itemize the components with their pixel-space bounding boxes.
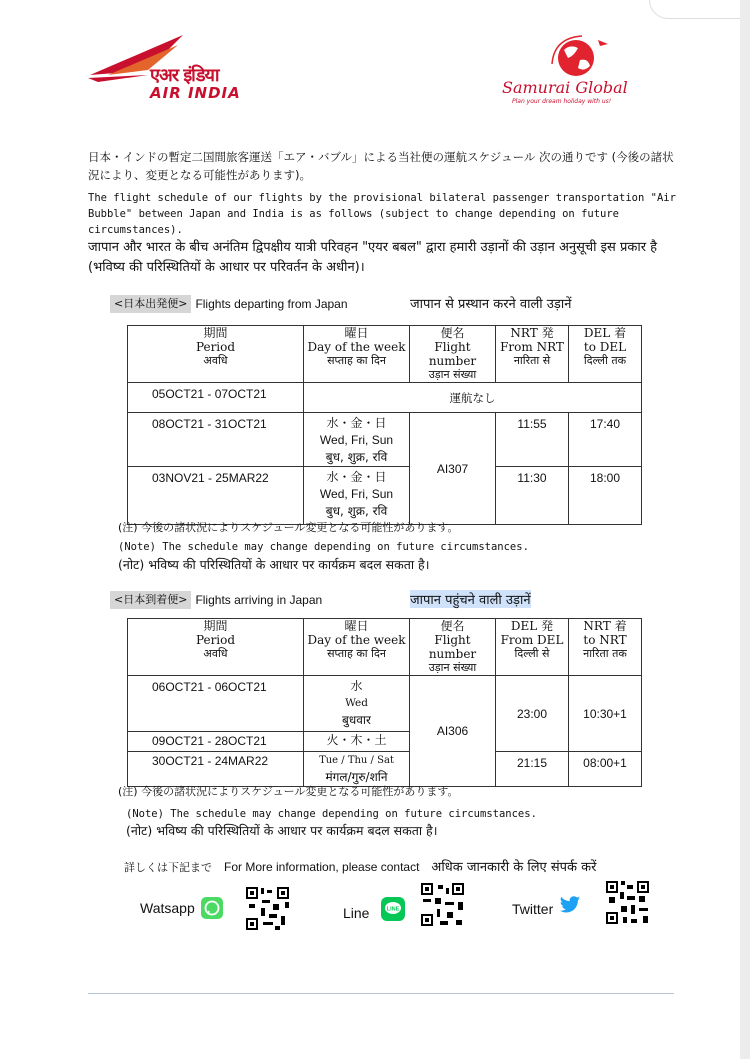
row-days: Tue / Thu / Sat मंगल/गुरु/शनि xyxy=(304,752,410,787)
whatsapp-qr-code[interactable] xyxy=(245,886,290,931)
row-days: 火・木・土 xyxy=(304,732,410,752)
departure-time: 11:55 xyxy=(496,413,569,467)
whatsapp-icon[interactable] xyxy=(201,897,223,919)
row-days: 水 Wed बुधवार xyxy=(304,676,410,732)
svg-text:LINE: LINE xyxy=(387,906,400,913)
twitter-label: Twitter xyxy=(512,901,554,917)
row-period: 03NOV21 - 25MAR22 xyxy=(128,467,304,525)
table-header-row xyxy=(128,619,642,676)
row-days: 水・金・日 Wed, Fri, Sun बुध, शुक्र, रवि xyxy=(304,467,410,525)
whatsapp-contact[interactable] xyxy=(140,897,223,919)
row-period: 08OCT21 - 31OCT21 xyxy=(128,413,304,467)
intro-japanese: 日本・インドの暫定二国間旅客運送「エア・バブル」による当社便の運航スケジュール 次の通りです (今後の諸状況により、変更となる可能性があります)。 xyxy=(88,150,674,182)
header-day: 曜日 Day of the week सप्ताह का दिन xyxy=(304,619,410,676)
arriving-section-title xyxy=(110,591,322,609)
table-row xyxy=(128,676,642,732)
arrival-time: 08:00+1 xyxy=(569,752,642,787)
table-header-row xyxy=(128,326,642,383)
arriving-notes: (注) 今後の諸状況によりスケジュール変更となる可能性があります。 (Note) The schedule may change depending on future circumstances. (नोट) भविष्य की परिस्थितियों के आधार पर कार्यक्रम बदल सकता है। xyxy=(118,785,537,838)
line-qr-code[interactable] xyxy=(420,882,465,927)
air-india-hindi-wordmark: एअर इंडिया xyxy=(150,65,219,86)
header-departure: NRT 発 From NRT नारिता से xyxy=(496,326,569,383)
header-arrival: DEL 着 to DEL दिल्ली तक xyxy=(569,326,642,383)
header-flight: 便名 Flight number उड़ान संख्या xyxy=(410,326,496,383)
departing-tag: <日本出発便> xyxy=(110,295,191,313)
departing-title-en: Flights departing from Japan xyxy=(195,297,348,311)
line-icon[interactable] xyxy=(381,897,405,921)
row-period: 30OCT21 - 24MAR22 xyxy=(128,752,304,787)
header-period: 期間 Period अवधि xyxy=(128,619,304,676)
departure-time: 11:30 xyxy=(496,467,569,525)
page-corner xyxy=(649,0,740,19)
arriving-tag: <日本到着便> xyxy=(110,591,191,609)
table-row xyxy=(128,467,642,525)
header-day: 曜日 Day of the week सप्ताह का दिन xyxy=(304,326,410,383)
arrival-time: 10:30+1 xyxy=(569,676,642,752)
footer-divider xyxy=(88,993,674,994)
arriving-schedule-table xyxy=(127,618,642,787)
intro-hindi: जापान और भारत के बीच अनंतिम द्विपक्षीय यात्री परिवहन "एयर बबल" द्वारा हमारी उड़ानों की उड़ान अनुसूची इस प्रकार है (भविष्य की परिस्थितियों के आधार पर परिवर्तन के अधीन)। xyxy=(88,240,658,275)
header-departure: DEL 発 From DEL दिल्ली से xyxy=(496,619,569,676)
header-flight: 便名 Flight number उड़ान संख्या xyxy=(410,619,496,676)
twitter-bird-icon[interactable] xyxy=(559,895,581,915)
samurai-global-wordmark: Samurai Global xyxy=(502,78,628,97)
contact-line: 詳しくは下記まで For More information, please contact अधिक जानकारी के लिए संपर्क करें xyxy=(124,860,597,875)
header-period: 期間 Period अवधि xyxy=(128,326,304,383)
header-arrival: NRT 着 to NRT नारिता तक xyxy=(569,619,642,676)
departing-title-hi: जापान से प्रस्थान करने वाली उड़ानें xyxy=(410,297,572,312)
flight-number: AI306 xyxy=(410,676,496,787)
air-india-english-wordmark: AIR INDIA xyxy=(150,84,241,102)
row-days: 水・金・日 Wed, Fri, Sun बुध, शुक्र, रवि xyxy=(304,413,410,467)
arrival-time: 17:40 xyxy=(569,413,642,467)
intro-english: The flight schedule of our flights by the provisional bilateral passenger transportation "Air Bubble" between Japan and India is as follows (subject to change depending on future circumstances). xyxy=(88,192,676,236)
flight-number: AI307 xyxy=(410,413,496,525)
table-row xyxy=(128,752,642,787)
twitter-qr-code[interactable] xyxy=(605,880,650,925)
twitter-contact[interactable] xyxy=(512,893,581,917)
row-period: 09OCT21 - 28OCT21 xyxy=(128,732,304,752)
line-contact[interactable] xyxy=(343,897,405,921)
table-row xyxy=(128,383,642,413)
departing-notes: (注) 今後の諸状況によりスケジュール変更となる可能性があります。 (Note) The schedule may change depending on future circumstances. (नोट) भविष्य की परिस्थितियों के आधार पर कार्यक्रम बदल सकता है। xyxy=(118,521,529,572)
no-operation-note: 運航なし xyxy=(304,383,642,413)
arriving-title-en: Flights arriving in Japan xyxy=(195,593,323,607)
table-row xyxy=(128,413,642,467)
samurai-global-tagline: Plan your dream holiday with us! xyxy=(512,98,612,105)
departing-section-title xyxy=(110,295,348,313)
line-label: Line xyxy=(343,905,370,921)
departing-schedule-table xyxy=(127,325,642,525)
row-period: 06OCT21 - 06OCT21 xyxy=(128,676,304,732)
whatsapp-label: Watsapp xyxy=(140,900,195,916)
arrival-time: 18:00 xyxy=(569,467,642,525)
row-period: 05OCT21 - 07OCT21 xyxy=(128,383,304,413)
departure-time: 21:15 xyxy=(496,752,569,787)
arriving-title-hi: जापान पहुंचने वाली उड़ानें xyxy=(410,590,531,608)
departure-time: 23:00 xyxy=(496,676,569,752)
